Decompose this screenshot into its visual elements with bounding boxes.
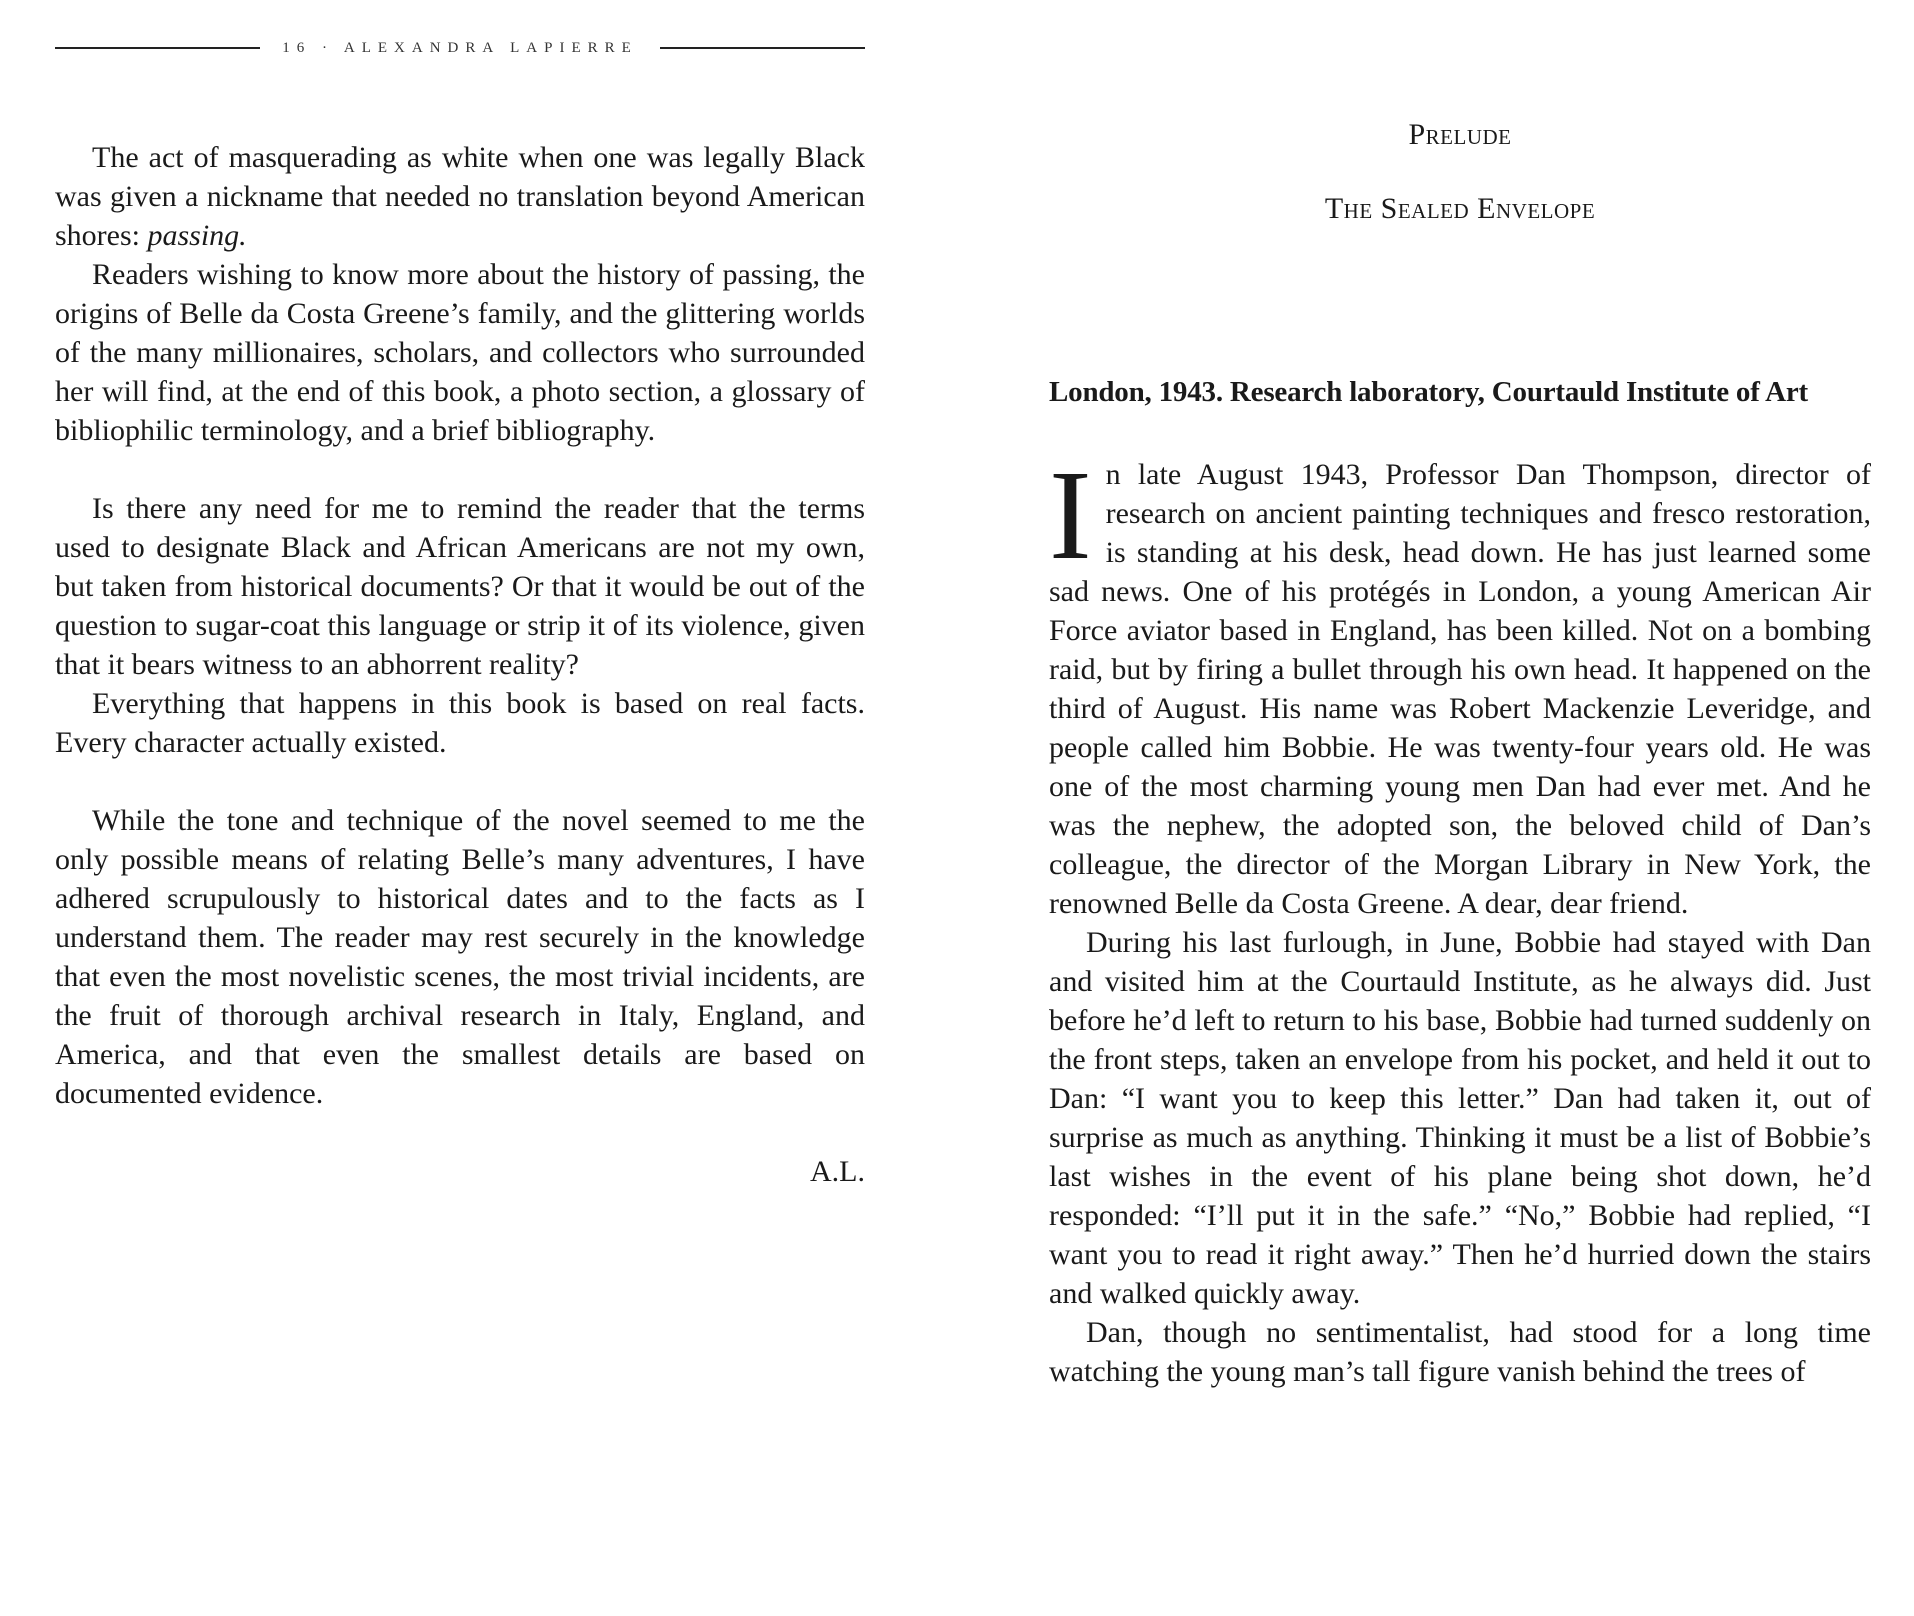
author-signature: A.L. — [810, 1155, 865, 1188]
right-page-body — [1049, 444, 1871, 1391]
running-head-text: 16 · ALEXANDRA LAPIERRE — [282, 39, 638, 56]
paragraph-furlough: During his last furlough, in June, Bobbie had stayed with Dan and visited him at the Courtauld Institute, as he always did. Just before he’d left to return to his base, Bobbie had turned suddenly on the front steps, taken an envelope from his pocket, and held it out to Dan: “I want you to keep this letter.” Dan had taken it, out of surprise as much as anything. Thinking it must be a list of Bobbie’s last wishes in the event of his plane being shot down, he’d responded: “I’ll put it in the safe.” “No,” Bobbie had replied, “I want you to read it right away.” Then he’d hurried down the stairs and walked quickly away. — [1049, 926, 1871, 1310]
paragraph-text: n late August 1943, Professor Dan Thompson, director of research on ancient painting techniques and fresco restoration, is standing at his desk, head down. He has just learned some sad news. One of his protégés in London, a young American Air Force aviator based in England, has been killed. Not on a bombing raid, but by firing a bullet through his own head. It happened on the third of August. His name was Robert Mackenzie Leveridge, and people called him Bobbie. He was twenty-four years old. He was one of the most charming young men Dan had ever met. And he was the nephew, the adopted son, the beloved child of Dan’s colleague, the director of the Morgan Library in New York, the renowned Belle da Costa Greene. A dear, dear friend. — [1049, 458, 1871, 920]
paragraph-terms: Is there any need for me to remind the reader that the terms used to designate Black and African Americans are not my own, but taken from historical documents? Or that it would be out of the question to sugar-coat this language or strip it of its violence, given that it bears witness to an abhorrent reality? — [55, 492, 865, 681]
paragraph-text: The act of masquerading as white when one was legally Black was given a nickname that needed no translation beyond American shores: — [55, 141, 865, 252]
chapter-label: Prelude — [1408, 118, 1512, 151]
running-head-rule-right — [660, 47, 865, 49]
drop-cap: I — [1049, 444, 1092, 586]
chapter-title: The Sealed Envelope — [1324, 192, 1596, 225]
italic-term: passing. — [147, 219, 247, 252]
left-page-body — [55, 138, 865, 1191]
running-head — [55, 36, 865, 60]
paragraph-watching: Dan, though no sentimentalist, had stood for a long time watching the young man’s tall figure vanish behind the trees of — [1049, 1316, 1871, 1388]
paragraph-real-facts: Everything that happens in this book is based on real facts. Every character actually existed. — [55, 687, 865, 759]
paragraph-readers: Readers wishing to know more about the history of passing, the origins of Belle da Costa Greene’s family, and the glittering worlds of the many millionaires, scholars, and collectors who surrounded her will find, at the end of this book, a photo section, a glossary of bibliophilic terminology, and a brief bibliography. — [55, 258, 865, 447]
right-page — [1049, 36, 1871, 1391]
paragraph-opening — [1049, 444, 1871, 923]
paragraph-tone: While the tone and technique of the novel seemed to me the only possible means of relating Belle’s many adventures, I have adhered scrupulously to historical dates and to the facts as I understand them. The reader may rest securely in the knowledge that even the most novelistic scenes, the most trivial incidents, are the fruit of thorough archival research in Italy, England, and America, and that even the smallest details are based on documented evidence. — [55, 804, 865, 1110]
section-gap — [55, 450, 865, 489]
paragraph-passing — [55, 138, 865, 255]
scene-heading: London, 1943. Research laboratory, Courtauld Institute of Art — [1049, 376, 1809, 408]
section-gap — [55, 762, 865, 801]
running-head-rule-left — [55, 47, 260, 49]
left-page — [55, 36, 865, 1191]
